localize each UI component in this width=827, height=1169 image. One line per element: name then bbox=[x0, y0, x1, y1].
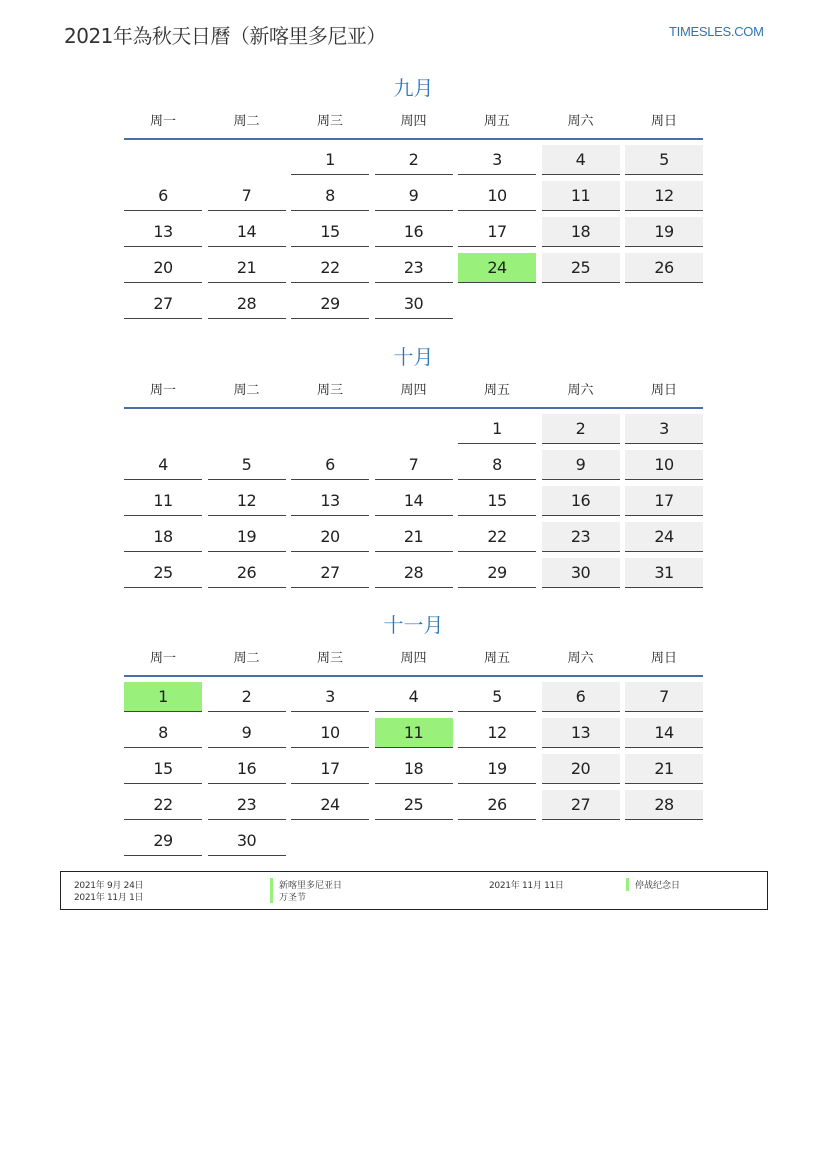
weekday-label: 周一 bbox=[149, 114, 176, 129]
calendar-day: 12 bbox=[458, 718, 536, 748]
site-logo[interactable]: TIMESLES.COM bbox=[669, 24, 764, 39]
weekday-label: 周四 bbox=[400, 651, 427, 666]
calendar-day: 23 bbox=[375, 253, 453, 283]
calendar-day: 24 bbox=[625, 522, 703, 552]
calendar-day: 16 bbox=[542, 486, 620, 516]
calendar-day: 26 bbox=[458, 790, 536, 820]
calendar-day: 10 bbox=[625, 450, 703, 480]
calendar-day: 19 bbox=[208, 522, 286, 552]
calendar-day: 14 bbox=[208, 217, 286, 247]
weekday-label: 周二 bbox=[233, 651, 260, 666]
page-title: 2021年為秋天日曆（新喀里多尼亚） bbox=[64, 24, 386, 48]
calendar-day: 3 bbox=[458, 145, 536, 175]
weekday-label: 周六 bbox=[567, 383, 594, 398]
legend-holiday-name: 新喀里多尼亚日 bbox=[270, 878, 342, 891]
calendar-day: 27 bbox=[291, 558, 369, 588]
calendar-day: 17 bbox=[458, 217, 536, 247]
calendar-day: 24 bbox=[458, 253, 536, 283]
calendar-day: 20 bbox=[542, 754, 620, 784]
month-title: 十月 bbox=[393, 345, 434, 369]
calendar-day: 27 bbox=[124, 289, 202, 319]
calendar-day: 7 bbox=[208, 181, 286, 211]
legend-date: 2021年 11月 11日 bbox=[489, 881, 564, 891]
weekday-label: 周二 bbox=[233, 383, 260, 398]
calendar-day: 29 bbox=[291, 289, 369, 319]
calendar-day: 13 bbox=[124, 217, 202, 247]
calendar-day: 9 bbox=[208, 718, 286, 748]
calendar-day: 5 bbox=[208, 450, 286, 480]
calendar-day: 23 bbox=[208, 790, 286, 820]
calendar-day: 6 bbox=[291, 450, 369, 480]
calendar-day: 13 bbox=[291, 486, 369, 516]
calendar-day: 14 bbox=[625, 718, 703, 748]
calendar-day: 2 bbox=[208, 682, 286, 712]
weekday-label: 周四 bbox=[400, 383, 427, 398]
weekday-label: 周六 bbox=[567, 114, 594, 129]
calendar-day: 1 bbox=[291, 145, 369, 175]
calendar-day: 8 bbox=[124, 718, 202, 748]
calendar-day: 25 bbox=[375, 790, 453, 820]
calendar-day: 15 bbox=[291, 217, 369, 247]
calendar-day: 20 bbox=[291, 522, 369, 552]
calendar-day: 26 bbox=[208, 558, 286, 588]
calendar-day: 18 bbox=[375, 754, 453, 784]
weekday-label: 周三 bbox=[316, 114, 343, 129]
calendar-day: 2 bbox=[542, 414, 620, 444]
calendar-day: 14 bbox=[375, 486, 453, 516]
calendar-day: 4 bbox=[375, 682, 453, 712]
calendar-day: 22 bbox=[124, 790, 202, 820]
calendar-day: 18 bbox=[124, 522, 202, 552]
calendar-day: 5 bbox=[625, 145, 703, 175]
calendar-day: 8 bbox=[291, 181, 369, 211]
calendar-day: 8 bbox=[458, 450, 536, 480]
weekday-label: 周五 bbox=[483, 651, 510, 666]
weekday-label: 周三 bbox=[316, 383, 343, 398]
month-title: 十一月 bbox=[383, 613, 444, 637]
calendar-day: 4 bbox=[542, 145, 620, 175]
calendar-day: 11 bbox=[375, 718, 453, 748]
weekday-label: 周六 bbox=[567, 651, 594, 666]
calendar-day: 29 bbox=[124, 826, 202, 856]
calendar-day: 28 bbox=[375, 558, 453, 588]
weekday-header bbox=[124, 110, 703, 140]
calendar-day: 20 bbox=[124, 253, 202, 283]
calendar-day: 10 bbox=[458, 181, 536, 211]
weekday-header bbox=[124, 647, 703, 677]
calendar-day: 30 bbox=[208, 826, 286, 856]
calendar-day: 25 bbox=[542, 253, 620, 283]
calendar-day: 25 bbox=[124, 558, 202, 588]
calendar-day: 9 bbox=[542, 450, 620, 480]
weekday-label: 周日 bbox=[650, 383, 677, 398]
calendar-day: 22 bbox=[458, 522, 536, 552]
calendar-day: 21 bbox=[208, 253, 286, 283]
calendar-day: 1 bbox=[124, 682, 202, 712]
calendar-day: 30 bbox=[542, 558, 620, 588]
weekday-label: 周四 bbox=[400, 114, 427, 129]
legend-holiday-name: 停战纪念日 bbox=[626, 878, 680, 891]
legend-date: 2021年 11月 1日 bbox=[74, 893, 144, 903]
calendar-day: 17 bbox=[291, 754, 369, 784]
weekday-label: 周三 bbox=[316, 651, 343, 666]
calendar-day: 27 bbox=[542, 790, 620, 820]
weekday-label: 周日 bbox=[650, 651, 677, 666]
calendar-day: 10 bbox=[291, 718, 369, 748]
calendar-day: 26 bbox=[625, 253, 703, 283]
month-calendar bbox=[124, 341, 703, 591]
calendar-day: 16 bbox=[375, 217, 453, 247]
calendar-day: 1 bbox=[458, 414, 536, 444]
calendar-day: 16 bbox=[208, 754, 286, 784]
calendar-day: 12 bbox=[208, 486, 286, 516]
calendar-day: 11 bbox=[124, 486, 202, 516]
calendar-day: 30 bbox=[375, 289, 453, 319]
weekday-label: 周一 bbox=[149, 383, 176, 398]
calendar-day: 28 bbox=[208, 289, 286, 319]
weekday-label: 周五 bbox=[483, 114, 510, 129]
legend-date: 2021年 9月 24日 bbox=[74, 881, 144, 891]
weekday-label: 周日 bbox=[650, 114, 677, 129]
calendar-day: 6 bbox=[542, 682, 620, 712]
calendar-day: 3 bbox=[291, 682, 369, 712]
calendar-day: 4 bbox=[124, 450, 202, 480]
calendar-day: 21 bbox=[375, 522, 453, 552]
weekday-label: 周五 bbox=[483, 383, 510, 398]
calendar-day: 19 bbox=[625, 217, 703, 247]
calendar-day: 15 bbox=[124, 754, 202, 784]
calendar-day: 21 bbox=[625, 754, 703, 784]
holiday-legend bbox=[60, 871, 768, 910]
calendar-day: 24 bbox=[291, 790, 369, 820]
month-title: 九月 bbox=[393, 76, 434, 100]
calendar-day: 13 bbox=[542, 718, 620, 748]
weekday-label: 周一 bbox=[149, 651, 176, 666]
calendar-day: 7 bbox=[625, 682, 703, 712]
calendar-day: 31 bbox=[625, 558, 703, 588]
calendar-day: 19 bbox=[458, 754, 536, 784]
month-calendar bbox=[124, 72, 703, 322]
calendar-day: 29 bbox=[458, 558, 536, 588]
calendar-day: 18 bbox=[542, 217, 620, 247]
calendar-day: 11 bbox=[542, 181, 620, 211]
weekday-label: 周二 bbox=[233, 114, 260, 129]
legend-holiday-name: 万圣节 bbox=[270, 890, 306, 903]
calendar-day: 15 bbox=[458, 486, 536, 516]
calendar-day: 2 bbox=[375, 145, 453, 175]
calendar-day: 28 bbox=[625, 790, 703, 820]
calendar-day: 3 bbox=[625, 414, 703, 444]
month-calendar bbox=[124, 609, 703, 859]
weekday-header bbox=[124, 379, 703, 409]
calendar-day: 5 bbox=[458, 682, 536, 712]
calendar-day: 9 bbox=[375, 181, 453, 211]
calendar-day: 12 bbox=[625, 181, 703, 211]
calendar-day: 17 bbox=[625, 486, 703, 516]
calendar-day: 6 bbox=[124, 181, 202, 211]
calendar-day: 23 bbox=[542, 522, 620, 552]
calendar-day: 7 bbox=[375, 450, 453, 480]
calendar-day: 22 bbox=[291, 253, 369, 283]
